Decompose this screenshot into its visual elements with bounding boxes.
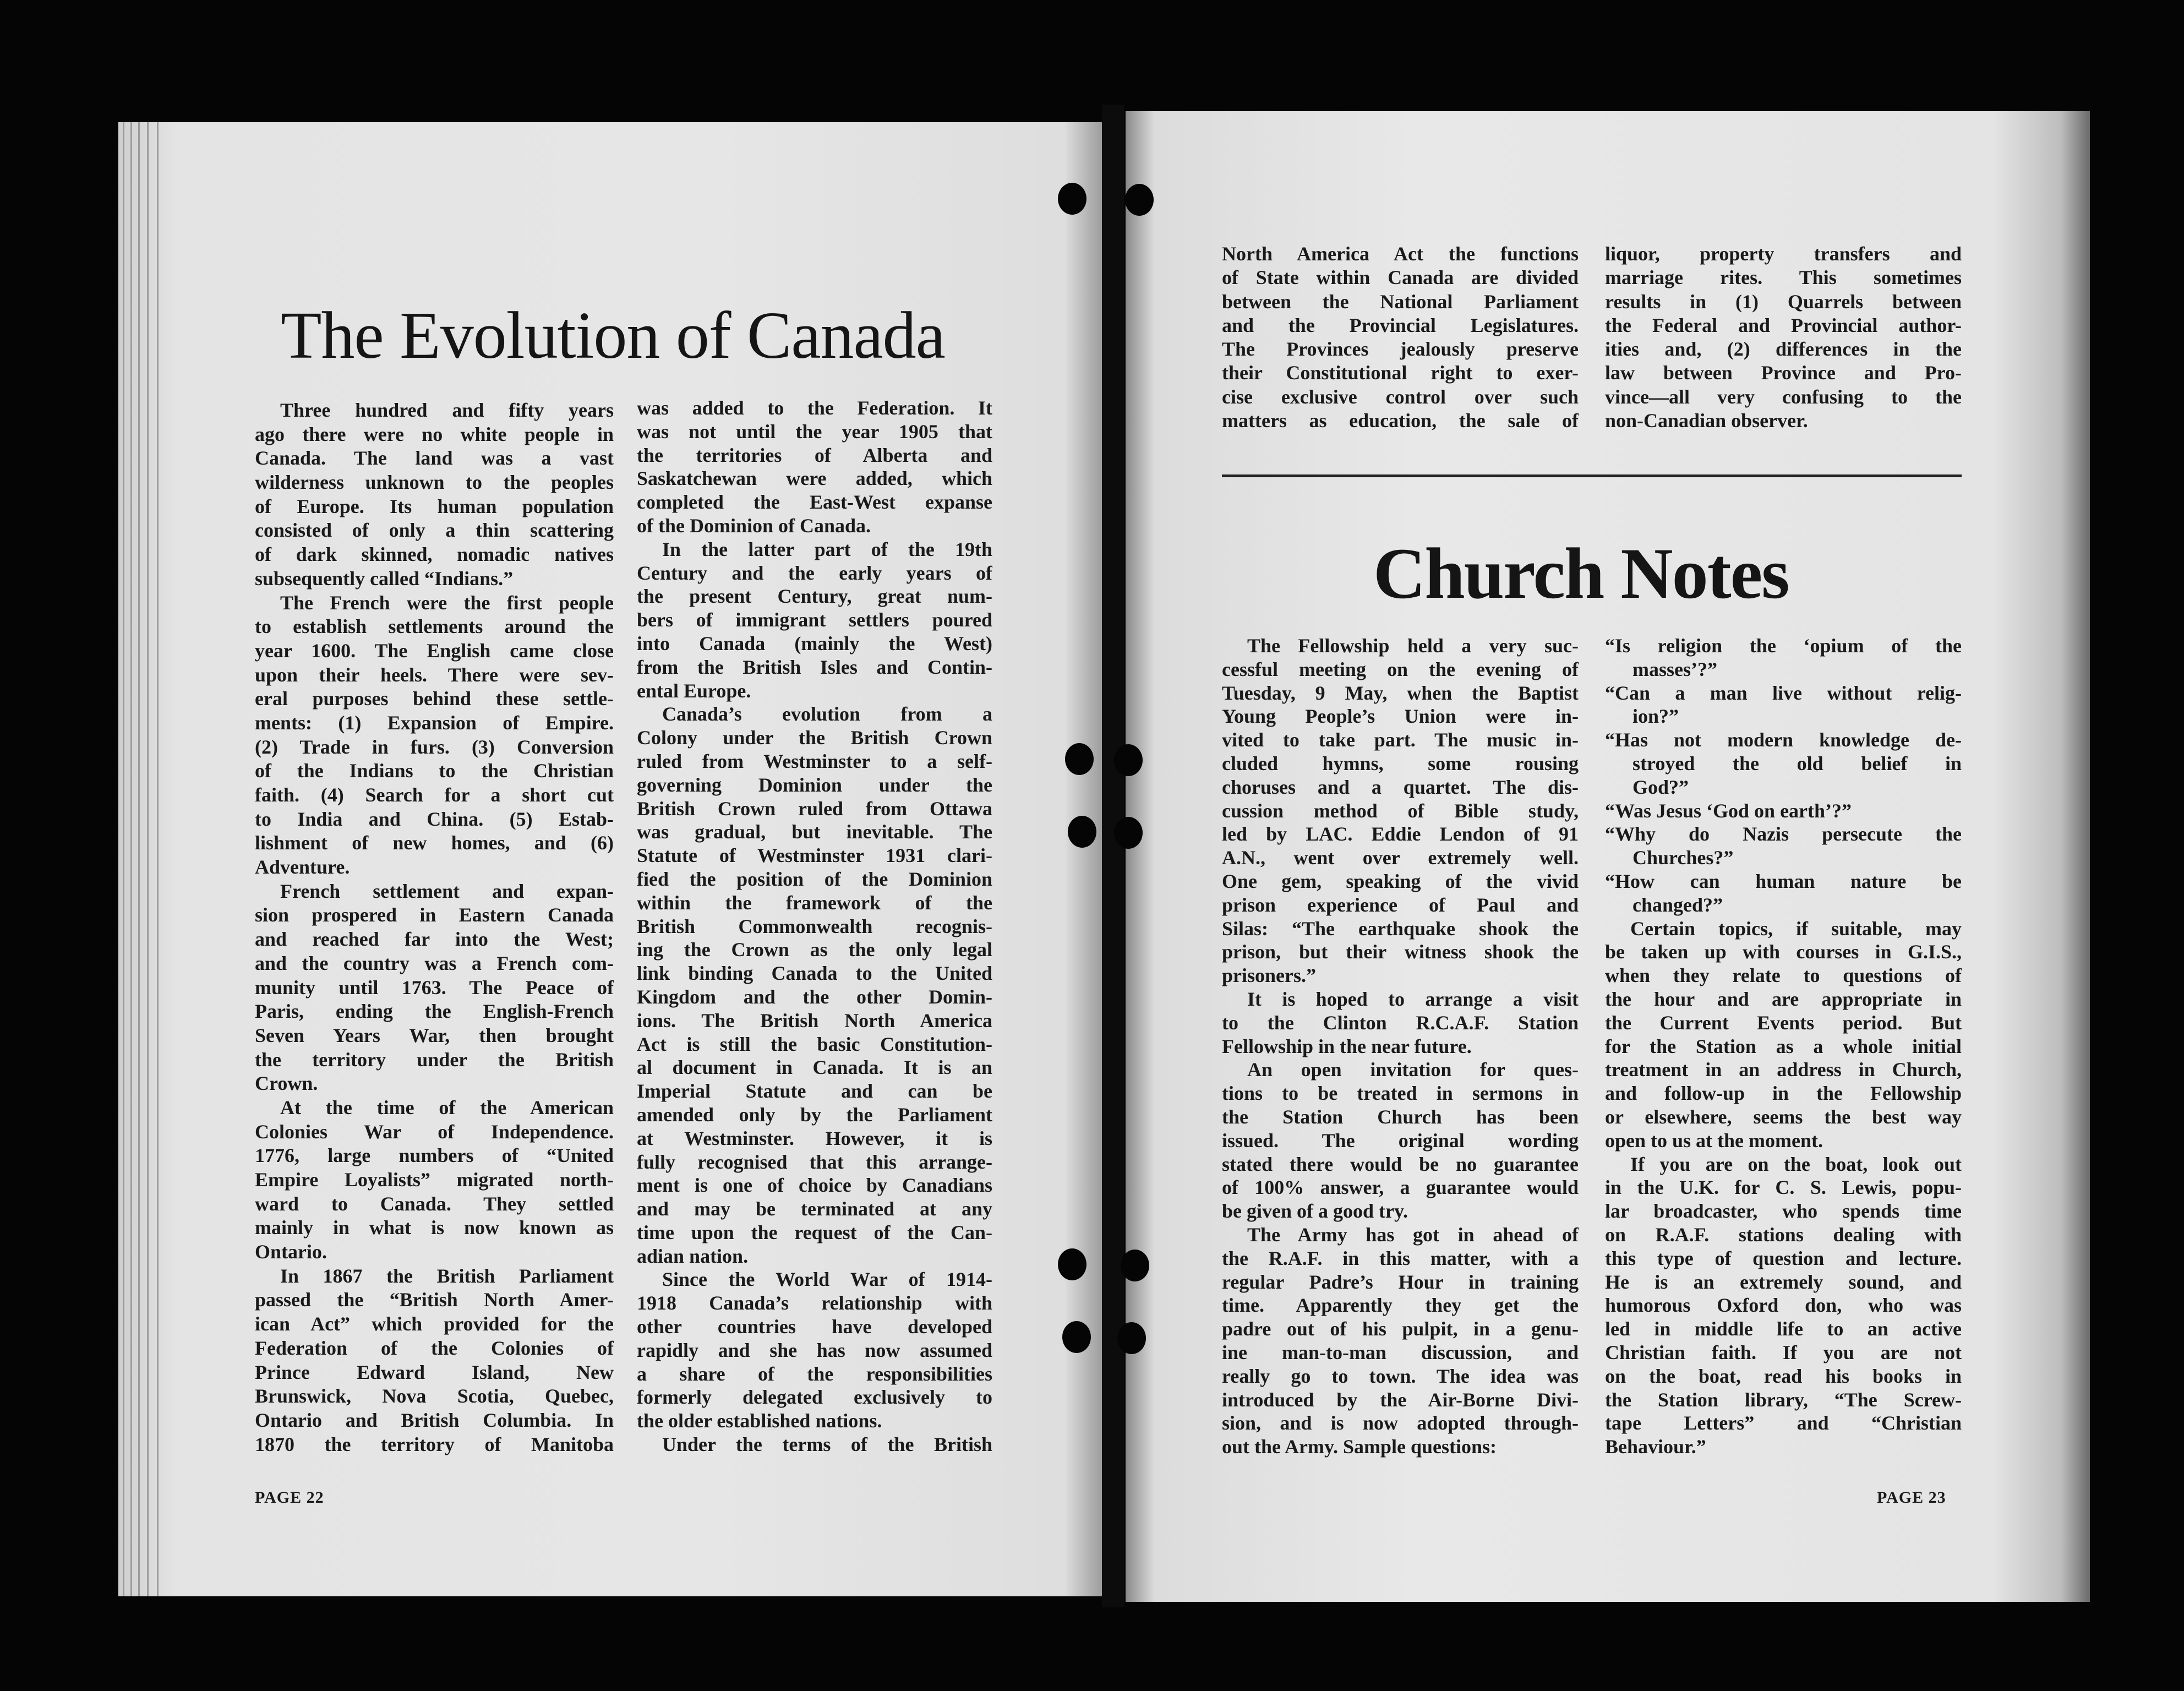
text-line: Act is still the basic Constitution- (637, 1033, 992, 1055)
text-line: be given of a good try. (1222, 1200, 1408, 1223)
text-line: a share of the responsibilities (637, 1362, 992, 1385)
section-divider (1222, 474, 1962, 477)
text-line: faith. (4) Search for a short cut (255, 784, 614, 806)
text-line: led in middle life to an active (1605, 1318, 1962, 1340)
text-line: open to us at the moment. (1605, 1129, 1823, 1152)
text-line: An open invitation for ques- (1247, 1059, 1579, 1081)
text-line: on the boat, read his books in (1605, 1365, 1962, 1387)
text-line: A.N., went over extremely well. (1222, 847, 1579, 869)
text-line: really go to town. The idea was (1222, 1365, 1579, 1387)
text-line: (2) Trade in furs. (3) Conversion (255, 735, 614, 758)
text-line: Three hundred and fifty years (280, 399, 614, 421)
text-line: vince—all very confusing to the (1605, 385, 1962, 408)
text-line: 1776, large numbers of “United (255, 1144, 614, 1167)
page-edge-line (123, 122, 124, 1596)
text-line: ment is one of choice by Canadians (637, 1174, 992, 1197)
text-line: and the country was a French com- (255, 952, 614, 974)
text-line: tions to be treated in sermons in (1222, 1082, 1579, 1105)
text-line: and reached far into the West; (255, 928, 614, 951)
text-line: vited to take part. The music in- (1222, 729, 1579, 751)
text-line: Statute of Westminster 1931 clari- (637, 844, 992, 867)
page-number: PAGE 22 (255, 1488, 324, 1507)
text-line: prison, but their witness shook the (1222, 941, 1579, 963)
text-line: to the Clinton R.C.A.F. Station (1222, 1011, 1579, 1034)
text-line: law between Province and Pro- (1605, 362, 1962, 384)
binding-hole (1058, 1248, 1086, 1280)
text-line: adian nation. (637, 1245, 749, 1267)
text-line: wilderness unknown to the peoples (255, 471, 614, 494)
section-title: Church Notes (1373, 533, 1789, 614)
text-line: issued. The original wording (1222, 1129, 1579, 1152)
text-line: the Current Events period. But (1605, 1011, 1962, 1034)
text-line: munity until 1763. The Peace of (255, 976, 614, 999)
text-line: masses’?” (1632, 658, 1717, 680)
article-title: The Evolution of Canada (281, 298, 945, 373)
text-line: Imperial Statute and can be (637, 1080, 992, 1103)
text-line: Century and the early years of (637, 561, 992, 584)
text-line: One gem, speaking of the vivid (1222, 870, 1579, 892)
text-column (1222, 242, 1579, 433)
text-line: “Has not modern knowledge de- (1605, 729, 1962, 751)
text-line: cise exclusive control over such (1222, 385, 1579, 408)
text-line: of the Dominion of Canada. (637, 514, 871, 537)
text-column (1605, 634, 1962, 1459)
text-line: cessful meeting on the evening of (1222, 658, 1579, 680)
binding-hole (1117, 1322, 1146, 1354)
text-line: “Was Jesus ‘God on earth’?” (1605, 799, 1852, 822)
binding-hole (1114, 744, 1143, 776)
text-line: the present Century, great num- (637, 585, 992, 608)
text-line: Colonies War of Independence. (255, 1120, 614, 1143)
text-line: to establish settlements around the (255, 615, 614, 638)
text-line: the R.A.F. in this matter, with a (1222, 1247, 1579, 1269)
text-line: Behaviour.” (1605, 1436, 1706, 1458)
text-line: British Commonwealth recognis- (637, 915, 992, 937)
text-line: Crown. (255, 1072, 318, 1095)
text-line: was gradual, but inevitable. The (637, 821, 992, 843)
text-line: year 1600. The English came close (255, 639, 614, 662)
text-line: cluded hymns, some rousing (1222, 752, 1579, 774)
text-line: introduced by the Air-Borne Divi- (1222, 1388, 1579, 1411)
text-line: into Canada (mainly the West) (637, 632, 992, 654)
text-line: upon their heels. There were sev- (255, 663, 614, 686)
text-line: Fellowship in the near future. (1222, 1035, 1472, 1057)
text-line: and may be terminated at any (637, 1198, 992, 1220)
text-line: Churches?” (1632, 847, 1734, 869)
text-line: In the latter part of the 19th (662, 538, 992, 560)
binding-hole (1125, 184, 1154, 216)
text-column (637, 396, 992, 1457)
text-line: marriage rites. This sometimes (1605, 266, 1962, 289)
text-line: Brunswick, Nova Scotia, Quebec, (255, 1385, 614, 1408)
page-edge-line (147, 122, 149, 1596)
text-line: time. Apparently they get the (1222, 1294, 1579, 1317)
text-line: It is hoped to arrange a visit (1247, 988, 1579, 1010)
page-number: PAGE 23 (1877, 1488, 1946, 1507)
binding-hole (1114, 817, 1143, 849)
text-line: was added to the Federation. It (637, 397, 992, 419)
text-line: for the Station as a whole initial (1605, 1035, 1962, 1057)
text-line: non-Canadian observer. (1605, 410, 1808, 432)
text-line: 1870 the territory of Manitoba (255, 1433, 614, 1455)
text-line: sion, and is now adopted through- (1222, 1412, 1579, 1434)
text-column (255, 399, 614, 1457)
text-line: the Station Church has been (1222, 1105, 1579, 1128)
text-line: of 100% answer, a guarantee would (1222, 1176, 1579, 1199)
text-line: bers of immigrant settlers poured (637, 609, 992, 631)
text-line: led by LAC. Eddie Lendon of 91 (1222, 823, 1579, 846)
text-line: their Constitutional right to exer- (1222, 362, 1579, 384)
text-line: at Westminster. However, it is (637, 1127, 992, 1149)
text-line: fully recognised that this arrange- (637, 1150, 992, 1173)
text-line: The Provinces jealously preserve (1222, 338, 1579, 361)
text-line: results in (1) Quarrels between (1605, 290, 1962, 313)
text-line: ine man-to-man discussion, and (1222, 1341, 1579, 1363)
text-line: of dark skinned, nomadic natives (255, 543, 614, 566)
text-line: the Federal and Provincial author- (1605, 314, 1962, 336)
text-line: the older established nations. (637, 1410, 882, 1432)
text-line: lar broadcaster, who spends time (1605, 1200, 1962, 1223)
text-line: prisoners.” (1222, 964, 1316, 987)
text-line: ments: (1) Expansion of Empire. (255, 711, 614, 734)
text-line: passed the “British North Amer- (255, 1289, 614, 1311)
text-line: and follow-up in the Fellowship (1605, 1082, 1962, 1105)
text-line: Ontario and British Columbia. In (255, 1409, 614, 1431)
text-line: sion prospered in Eastern Canada (255, 904, 614, 926)
text-line: consisted of only a thin scattering (255, 519, 614, 542)
text-line: Adventure. (255, 856, 350, 879)
text-line: ities and, (2) differences in the (1605, 338, 1962, 361)
text-line: and the Provincial Legislatures. (1222, 314, 1579, 336)
text-line: stated there would be no guarantee (1222, 1153, 1579, 1175)
text-line: Christian faith. If you are not (1605, 1341, 1962, 1363)
text-line: liquor, property transfers and (1605, 243, 1962, 265)
text-line: the hour and are appropriate in (1605, 988, 1962, 1010)
page-edge-line (130, 122, 132, 1596)
text-line: Young People’s Union were in- (1222, 705, 1579, 728)
text-line: governing Dominion under the (637, 773, 992, 796)
text-line: or elsewhere, seems the best way (1605, 1105, 1962, 1128)
text-line: ward to Canada. They settled (255, 1192, 614, 1215)
text-line: when they relate to questions of (1605, 964, 1962, 987)
text-line: “How can human nature be (1605, 870, 1962, 892)
text-line: within the framework of the (637, 891, 992, 914)
text-line: The Fellowship held a very suc- (1247, 635, 1579, 657)
binding-spine (1102, 105, 1124, 1607)
text-line: link binding Canada to the United (637, 962, 992, 985)
text-line: The French were the first people (280, 591, 614, 614)
text-line: 1918 Canada’s relationship with (637, 1292, 992, 1314)
text-line: ruled from Westminster to a self- (637, 750, 992, 772)
text-line: was not until the year 1905 that (637, 420, 992, 443)
binding-hole (1062, 1321, 1091, 1353)
text-line: completed the East-West expanse (637, 491, 992, 514)
text-line: in the U.K. for C. S. Lewis, popu- (1605, 1176, 1962, 1199)
text-line: to India and China. (5) Estab- (255, 808, 614, 830)
text-line: padre out of his pulpit, in a genu- (1222, 1318, 1579, 1340)
text-line: choruses and a quartet. The dis- (1222, 776, 1579, 798)
text-line: Federation of the Colonies of (255, 1337, 614, 1359)
text-line: be taken up with courses in G.I.S., (1605, 941, 1962, 963)
page-edge-line (157, 122, 159, 1596)
text-line: the territories of Alberta and (637, 444, 992, 466)
text-line: out the Army. Sample questions: (1222, 1436, 1497, 1458)
text-line: God?” (1632, 776, 1689, 798)
text-line: al document in Canada. It is an (637, 1056, 992, 1079)
binding-hole (1068, 816, 1096, 848)
text-line: ental Europe. (637, 679, 751, 702)
text-line: Canada. The land was a vast (255, 447, 614, 470)
text-line: treatment in an address in Church, (1605, 1059, 1962, 1081)
text-line: Certain topics, if suitable, may (1630, 917, 1962, 940)
text-line: matters as education, the sale of (1222, 410, 1579, 432)
text-column (1605, 242, 1962, 433)
binding-hole (1065, 743, 1094, 775)
text-line: Since the World War of 1914- (662, 1268, 992, 1291)
text-line: stroyed the old belief in (1632, 752, 1962, 774)
text-line: rapidly and she has now assumed (637, 1339, 992, 1361)
text-line: formerly delegated exclusively to (637, 1386, 992, 1409)
text-line: humorous Oxford don, who was (1605, 1294, 1962, 1317)
text-line: on R.A.F. stations dealing with (1605, 1223, 1962, 1246)
text-line: “Why do Nazis persecute the (1605, 823, 1962, 846)
text-line: mainly in what is now known as (255, 1217, 614, 1239)
text-line: other countries have developed (637, 1316, 992, 1338)
text-line: He is an extremely sound, and (1605, 1270, 1962, 1293)
text-line: prison experience of Paul and (1222, 893, 1579, 916)
text-line: Canada’s evolution from a (662, 703, 992, 726)
text-line: Saskatchewan were added, which (637, 467, 992, 490)
binding-hole (1058, 183, 1086, 215)
text-line: Ontario. (255, 1241, 327, 1263)
text-line: Kingdom and the other Domin- (637, 985, 992, 1008)
text-line: of Europe. Its human population (255, 495, 614, 517)
text-line: the territory under the British (255, 1048, 614, 1071)
text-line: time upon the request of the Can- (637, 1221, 992, 1243)
text-line: “Is religion the ‘opium of the (1605, 635, 1962, 657)
text-line: regular Padre’s Hour in training (1222, 1270, 1579, 1293)
text-line: North America Act the functions (1222, 243, 1579, 265)
text-line: tape Letters” and “Christian (1605, 1412, 1962, 1434)
text-line: Paris, ending the English-French (255, 1000, 614, 1023)
text-line: lishment of new homes, and (6) (255, 832, 614, 854)
text-line: At the time of the American (280, 1096, 614, 1119)
text-line: from the British Isles and Contin- (637, 656, 992, 678)
text-line: In 1867 the British Parliament (280, 1264, 614, 1287)
text-line: Silas: “The earthquake shook the (1222, 917, 1579, 940)
text-line: subsequently called “Indians.” (255, 567, 514, 590)
text-line: the Station library, “The Screw- (1605, 1388, 1962, 1411)
text-line: eral purposes behind these settle- (255, 688, 614, 710)
text-line: If you are on the boat, look out (1630, 1153, 1962, 1175)
text-line: The Army has got in ahead of (1247, 1223, 1579, 1246)
text-line: ago there were no white people in (255, 423, 614, 445)
text-line: of the Indians to the Christian (255, 760, 614, 782)
text-line: of State within Canada are divided (1222, 266, 1579, 289)
text-line: ican Act” which provided for the (255, 1313, 614, 1335)
text-line: “Can a man live without relig- (1605, 681, 1962, 704)
text-line: between the National Parliament (1222, 290, 1579, 313)
text-line: Tuesday, 9 May, when the Baptist (1222, 681, 1579, 704)
text-line: ion?” (1632, 705, 1679, 728)
text-line: Under the terms of the British (662, 1433, 992, 1456)
text-line: ions. The British North America (637, 1009, 992, 1032)
text-line: British Crown ruled from Ottawa (637, 797, 992, 820)
text-line: ing the Crown as the only legal (637, 939, 992, 961)
text-line: changed?” (1632, 893, 1723, 916)
text-line: French settlement and expan- (280, 880, 614, 902)
page-edge-line (138, 122, 140, 1596)
text-line: this type of question and lecture. (1605, 1247, 1962, 1269)
text-line: fied the position of the Dominion (637, 868, 992, 890)
text-line: Empire Loyalists” migrated north- (255, 1169, 614, 1191)
text-line: Colony under the British Crown (637, 727, 992, 749)
binding-hole (1121, 1250, 1149, 1281)
text-line: Prince Edward Island, New (255, 1361, 614, 1383)
text-line: amended only by the Parliament (637, 1103, 992, 1126)
text-column (1222, 634, 1579, 1459)
text-line: Seven Years War, then brought (255, 1024, 614, 1046)
text-line: cussion method of Bible study, (1222, 799, 1579, 822)
